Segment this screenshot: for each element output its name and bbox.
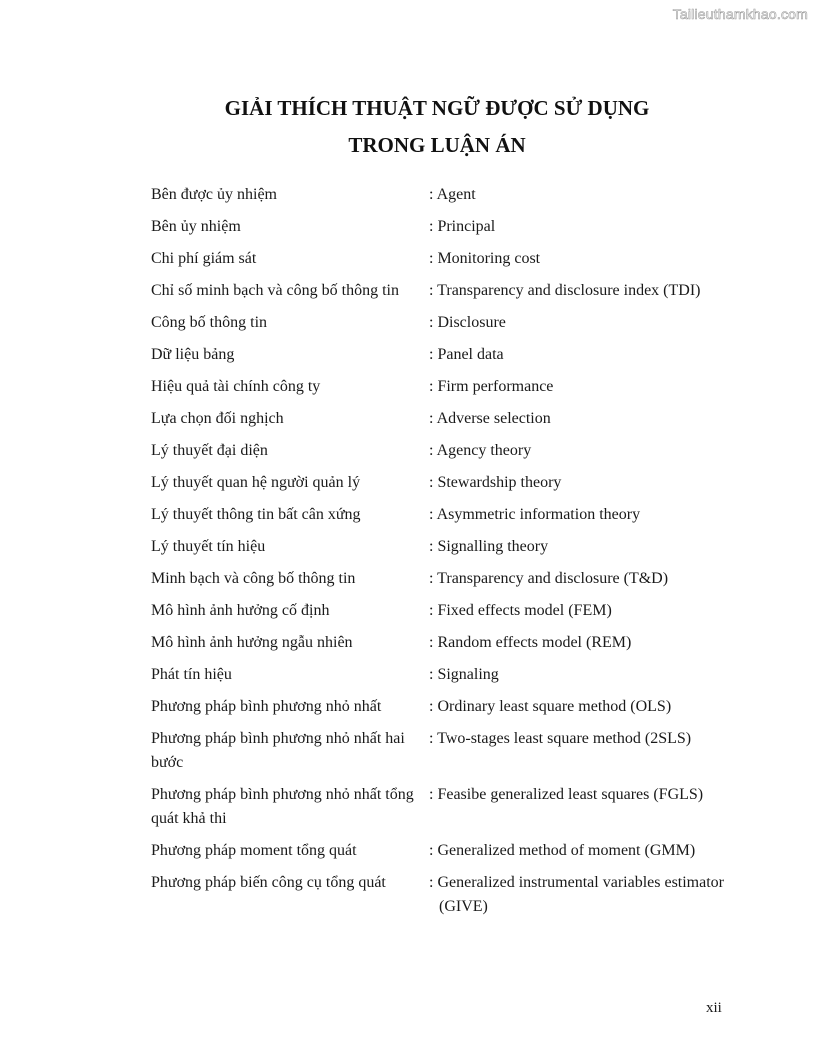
- glossary-definition: : Panel data: [429, 346, 504, 363]
- glossary-term: Mô hình ảnh hưởng ngẫu nhiên: [151, 634, 353, 651]
- glossary-row: [151, 663, 751, 687]
- glossary-definition: : Random effects model (REM): [429, 634, 632, 651]
- glossary-row: [151, 783, 751, 831]
- glossary-definition: : Two-stages least square method (2SLS): [429, 730, 692, 747]
- glossary-definition: : Firm performance: [429, 378, 554, 395]
- glossary-row: [151, 343, 751, 367]
- glossary-definition: : Generalized instrumental variables estimator (GIVE): [429, 874, 724, 915]
- glossary-term: Phương pháp bình phương nhỏ nhất: [151, 698, 382, 715]
- glossary-term: Phương pháp biến công cụ tổng quát: [151, 874, 386, 891]
- glossary-row: [151, 471, 751, 495]
- glossary-term: Chi phí giám sát: [151, 250, 257, 267]
- glossary-row: [151, 279, 751, 303]
- glossary-term: Phương pháp moment tổng quát: [151, 842, 357, 859]
- glossary-definition: : Transparency and disclosure (T&D): [429, 570, 669, 587]
- glossary-row: [151, 631, 751, 655]
- glossary-definition: : Feasibe generalized least squares (FGLS): [429, 786, 704, 803]
- glossary-term: Công bố thông tin: [151, 314, 268, 331]
- glossary-row: [151, 503, 751, 527]
- glossary-row: [151, 183, 751, 207]
- glossary-row: [151, 727, 751, 775]
- glossary-term: Phát tín hiệu: [151, 666, 232, 683]
- glossary-row: [151, 695, 751, 719]
- glossary-row: [151, 375, 751, 399]
- glossary-row: [151, 311, 751, 335]
- watermark: Tailieuthamkhao.com: [672, 6, 808, 22]
- glossary-term: Chỉ số minh bạch và công bố thông tin: [151, 282, 399, 299]
- glossary-term: Dữ liệu bảng: [151, 346, 235, 363]
- glossary-definition: : Principal: [429, 218, 496, 235]
- glossary-list: [151, 183, 751, 927]
- glossary-term: Phương pháp bình phương nhỏ nhất tổng quát khả thi: [151, 786, 414, 827]
- page-number: xii: [706, 1000, 722, 1016]
- glossary-definition: : Transparency and disclosure index (TDI): [429, 282, 701, 299]
- glossary-term: Mô hình ảnh hưởng cố định: [151, 602, 330, 619]
- glossary-term: Lý thuyết tín hiệu: [151, 538, 266, 555]
- glossary-row: [151, 871, 751, 919]
- glossary-row: [151, 439, 751, 463]
- glossary-row: [151, 535, 751, 559]
- glossary-row: [151, 247, 751, 271]
- glossary-term: Lý thuyết quan hệ người quản lý: [151, 474, 361, 491]
- glossary-definition: : Disclosure: [429, 314, 506, 331]
- glossary-row: [151, 599, 751, 623]
- glossary-term: Phương pháp bình phương nhỏ nhất hai bước: [151, 730, 405, 771]
- glossary-term: Lý thuyết thông tin bất cân xứng: [151, 506, 361, 523]
- glossary-row: [151, 567, 751, 591]
- page-title-line-2: TRONG LUẬN ÁN: [348, 133, 526, 157]
- glossary-definition: : Monitoring cost: [429, 250, 541, 267]
- glossary-definition: : Asymmetric information theory: [429, 506, 641, 523]
- glossary-definition: : Adverse selection: [429, 410, 551, 427]
- glossary-term: Bên ủy nhiệm: [151, 218, 241, 235]
- glossary-term: Bên được ủy nhiệm: [151, 186, 277, 203]
- glossary-definition: : Stewardship theory: [429, 474, 562, 491]
- glossary-term: Minh bạch và công bố thông tin: [151, 570, 356, 587]
- glossary-definition: : Agency theory: [429, 442, 532, 459]
- glossary-definition: : Fixed effects model (FEM): [429, 602, 612, 619]
- glossary-definition: : Generalized method of moment (GMM): [429, 842, 696, 859]
- glossary-term: Lựa chọn đối nghịch: [151, 410, 284, 427]
- glossary-term: Hiệu quả tài chính công ty: [151, 378, 321, 395]
- glossary-row: [151, 215, 751, 239]
- glossary-definition: : Ordinary least square method (OLS): [429, 698, 672, 715]
- glossary-definition: : Signaling: [429, 666, 499, 683]
- page-title-line-1: GIẢI THÍCH THUẬT NGỮ ĐƯỢC SỬ DỤNG: [224, 96, 650, 120]
- glossary-row: [151, 839, 751, 863]
- glossary-definition: : Agent: [429, 186, 476, 203]
- glossary-row: [151, 407, 751, 431]
- glossary-definition: : Signalling theory: [429, 538, 549, 555]
- glossary-term: Lý thuyết đại diện: [151, 442, 268, 459]
